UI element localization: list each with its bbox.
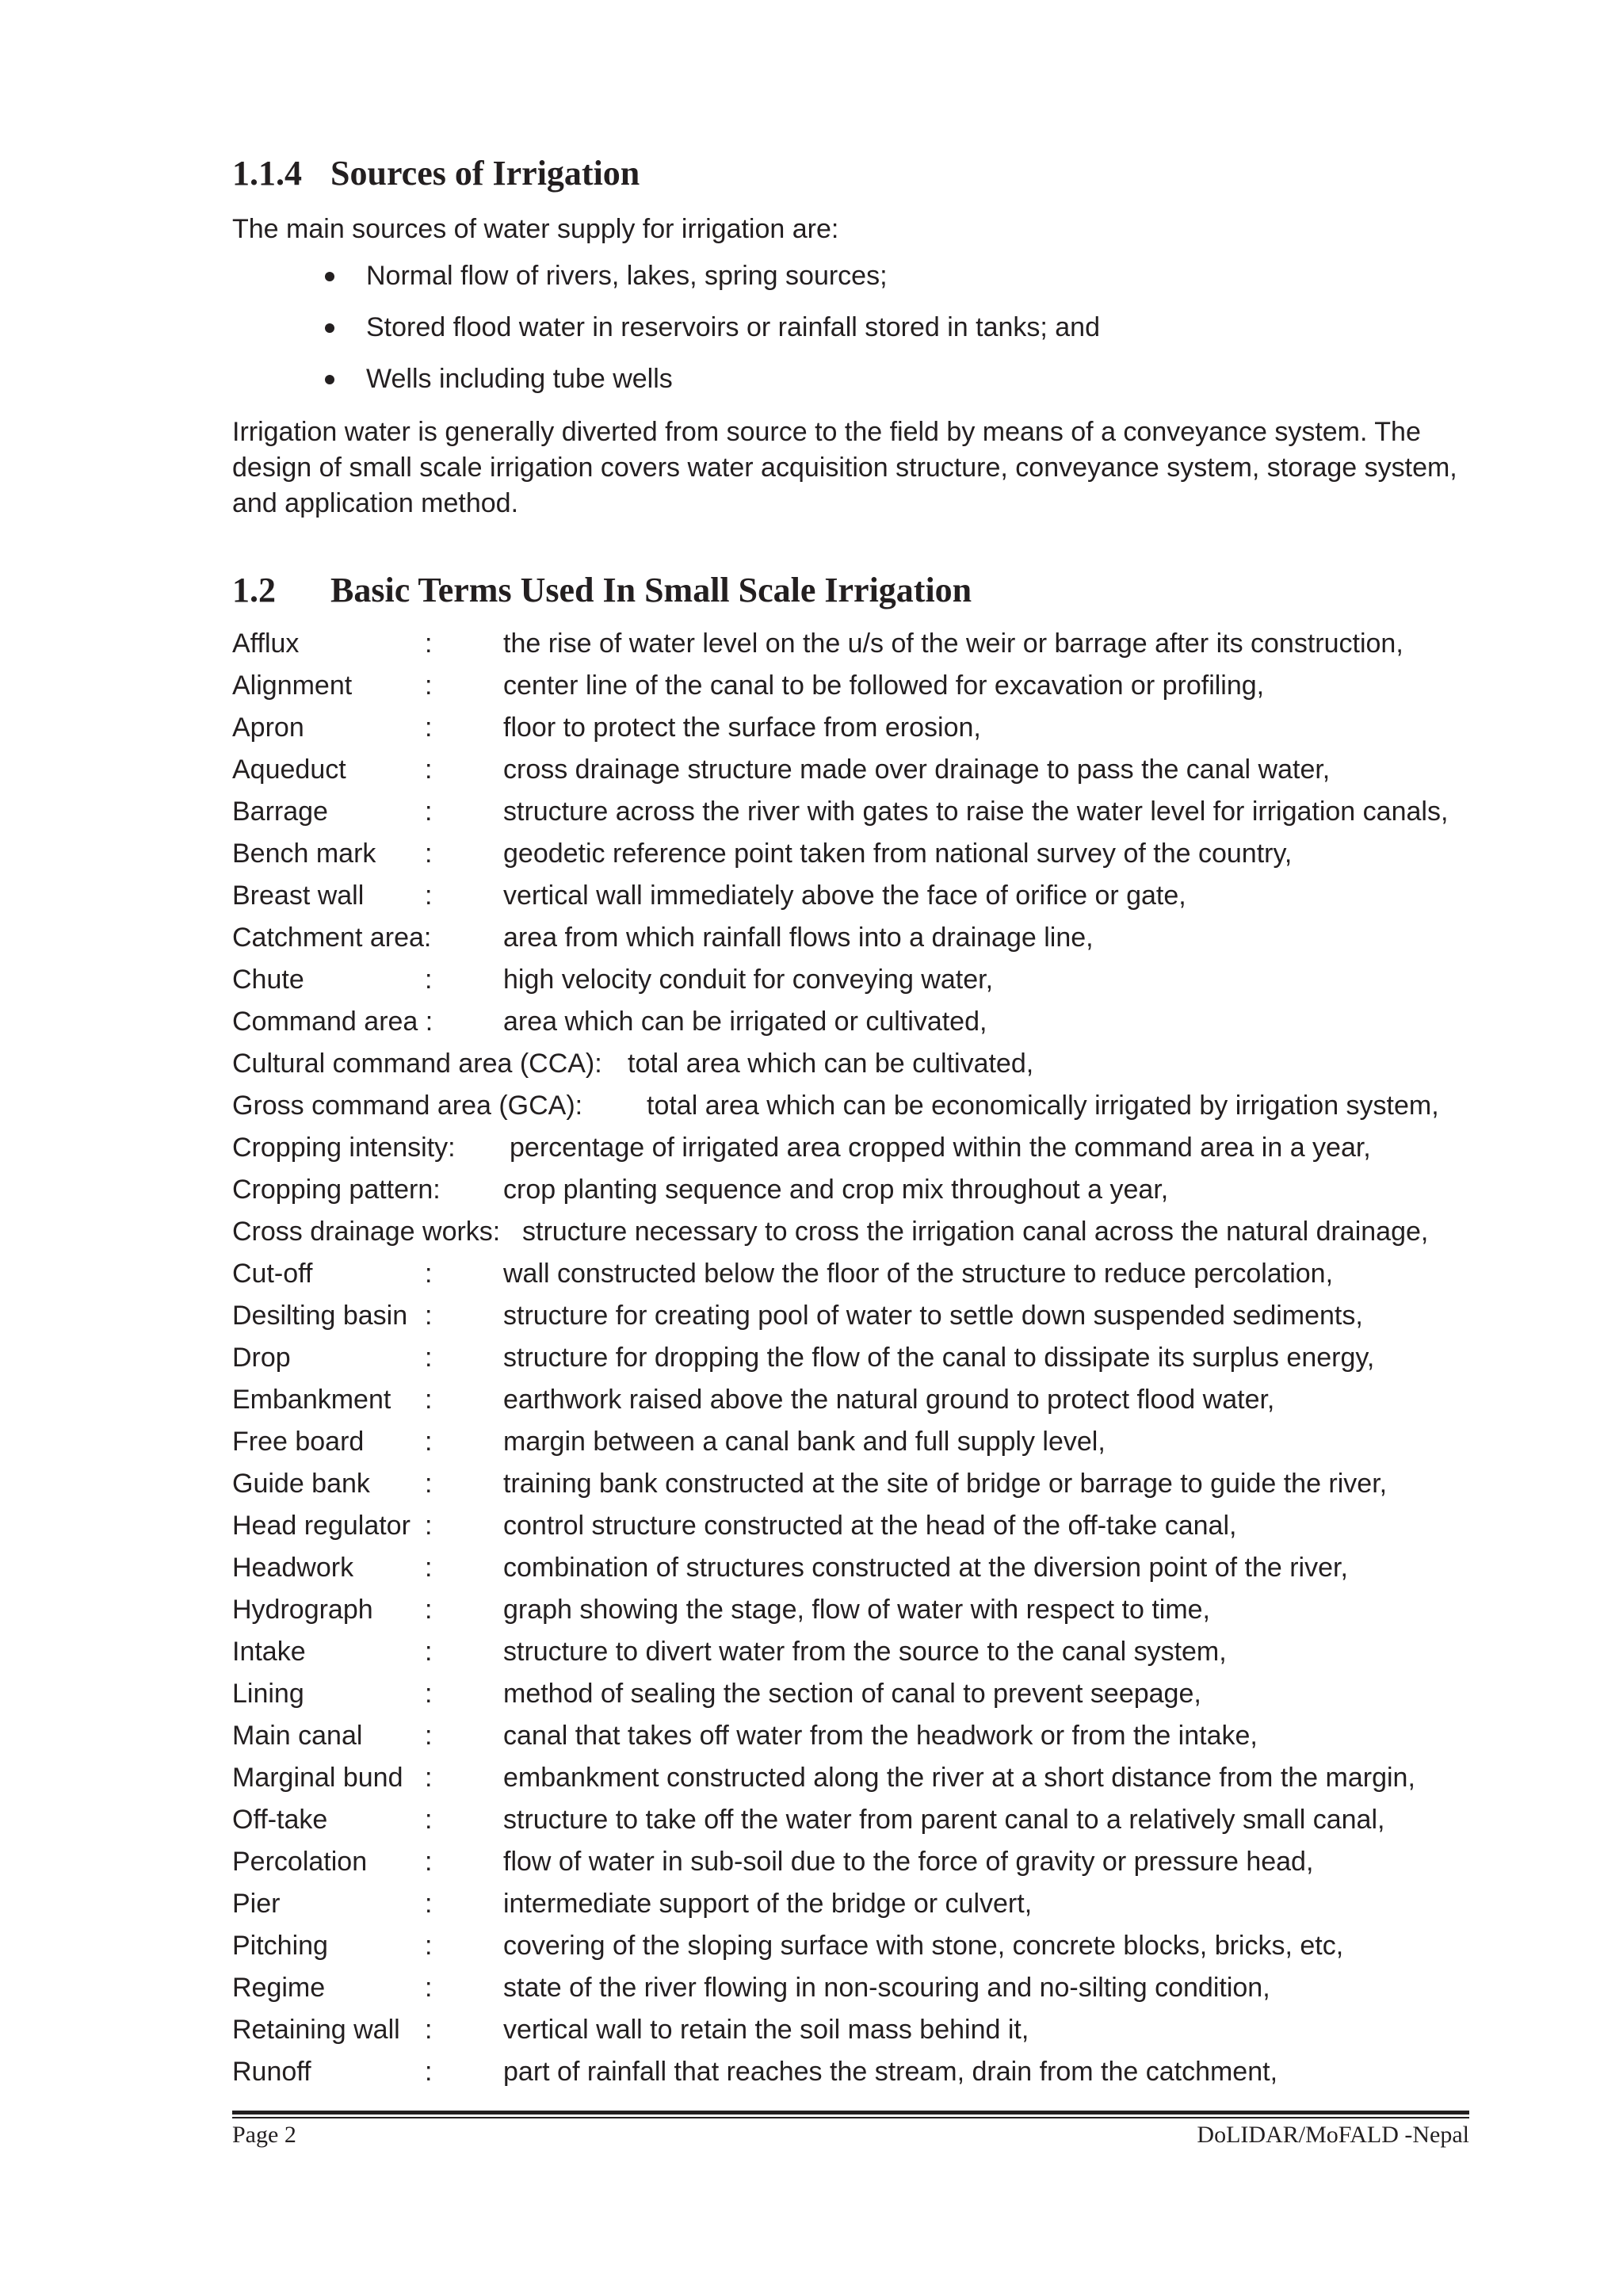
- glossary-row: [232, 1886, 1492, 1928]
- glossary-row: [232, 1382, 1492, 1424]
- glossary-row: [232, 1634, 1492, 1676]
- glossary-row: [232, 1130, 1492, 1172]
- glossary-row: [232, 1718, 1492, 1760]
- glossary-definition: structure to divert water from the source to the canal system,: [503, 1637, 1227, 1667]
- glossary-definition: canal that takes off water from the headwork or from the intake,: [503, 1721, 1258, 1751]
- glossary-definition: covering of the sloping surface with stone, concrete blocks, bricks, etc,: [503, 1931, 1344, 1961]
- glossary-row: [232, 920, 1492, 962]
- glossary-term: Marginal bund: [232, 1763, 403, 1793]
- glossary-term: Afflux: [232, 628, 300, 659]
- glossary-definition: wall constructed below the floor of the structure to reduce percolation,: [503, 1259, 1334, 1289]
- glossary-separator: :: [425, 1973, 433, 2003]
- sources-intro: The main sources of water supply for irrigation are:: [232, 214, 839, 244]
- glossary-row: [232, 1298, 1492, 1340]
- glossary-term: Command area :: [232, 1007, 433, 1037]
- glossary-row: [232, 710, 1492, 752]
- glossary-separator: :: [425, 1679, 433, 1709]
- glossary-definition: method of sealing the section of canal to prevent seepage,: [503, 1679, 1201, 1709]
- glossary-definition: geodetic reference point taken from national survey of the country,: [503, 839, 1293, 869]
- footer-divider-thin: [232, 2117, 1469, 2118]
- glossary-row: [232, 1550, 1492, 1592]
- bullet-icon: [325, 272, 334, 281]
- glossary-term: Embankment: [232, 1385, 391, 1415]
- glossary-term: Free board: [232, 1427, 365, 1457]
- footer-divider: [232, 2111, 1469, 2115]
- glossary-separator: :: [425, 1427, 433, 1457]
- glossary-row: [232, 1592, 1492, 1634]
- glossary-separator: :: [425, 1637, 433, 1667]
- glossary-row: [232, 1466, 1492, 1508]
- glossary-separator: :: [425, 797, 433, 827]
- glossary-definition: vertical wall to retain the soil mass behind it,: [503, 2015, 1029, 2045]
- glossary-separator: :: [425, 1847, 433, 1877]
- glossary-separator: :: [425, 881, 433, 911]
- glossary-term: Alignment: [232, 670, 353, 701]
- glossary-definition: intermediate support of the bridge or culvert,: [503, 1889, 1033, 1919]
- glossary-definition: structure for dropping the flow of the canal to dissipate its surplus energy,: [503, 1343, 1375, 1373]
- glossary-separator: :: [425, 1763, 433, 1793]
- glossary-row: [232, 1676, 1492, 1718]
- glossary-term: Cross drainage works:: [232, 1217, 501, 1247]
- glossary-definition: graph showing the stage, flow of water with respect to time,: [503, 1595, 1211, 1625]
- conveyance-paragraph: Irrigation water is generally diverted from source to the field by means of a conveyance system. The design of small scale irrigation covers water acquisition structure, conveyance system, storage system, and application method.: [232, 417, 1457, 518]
- glossary-row: [232, 1046, 1492, 1088]
- document-page: 1.1.4 Sources of Irrigation The main sources of water supply for irrigation are: Normal flow of rivers, lakes, spring sources; Stored flood water in reservoirs or rainfall stored in tanks; and Wells including tube wells Irrigation water is generally diverted from source to the field by means of a conveyance system. The design of small scale irrigation covers water acquisition structure, conveyance system, storage system, and application method. 1.2 Basic Terms Used In Small Scale Irrigation Afflux : the rise of water level on the u/s of the weir or barrage after its construction, Alignment : center line of the canal to be followed for excavation or profiling, Apron : floor to protect the surface from erosion, Aqueduct : cross drainage structure made over drainage to pass the canal water, Barrage : structure across the river with gates to raise the water level for irrigation canals, Bench mark : geodetic reference point taken from national survey of the country, Breast wall : vertical wall immediately above the face of orifice or gate, Catchment area: area from which rainfall flows into a drainage line, Chute : high velocity conduit for conveying water, Command area : area which can be irrigated or cultivated, Cultural command area (CCA): total area which can be cultivated, Gross command area (GCA): total area which can be economically irrigated by irrigation system, Cropping intensity: percentage of irrigated area cropped within the command area in a year, Cropping pattern: crop planting sequence and crop mix throughout a year, Cross drainage works: structure necessary to cross the irrigation canal across the natural drainage, Cut-off : wall constructed below the floor of the structure to reduce percolation, Desilting basin : structure for creating pool of water to settle down suspended sediments, Drop : structure for dropping the flow of the canal to dissipate its surplus energy, Embankment : earthwork raised above the natural ground to protect flood water, Free board : margin between a canal bank and full supply level, Guide bank : training bank constructed at the site of bridge or barrage to guide the river, Head regulator : control structure constructed at the head of the off-take canal, Headwork : combination of structures constructed at the diversion point of the river, Hydrograph : graph showing the stage, flow of water with respect to time, Intake : structure to divert water from the source to the canal system, Lining : method of sealing the section of canal to prevent seepage, Main canal : canal that takes off water from the headwork or from the intake, Marginal bund : embankment constructed along the river at a short distance from the margin, Off-take : structure to take off the water from parent canal to a relatively small canal, Percolation : flow of water in sub-soil due to the force of gravity or pressure head, Pier : intermediate support of the bridge or culvert, Pitching : covering of the sloping surface with stone, concrete blocks, bricks, etc, Regime : state of the river flowing in non-scouring and no-silting condition, Retaining wall : vertical wall to retain the soil mass behind it, Runoff : part of rainfall that reaches the stream, drain from the catchment, Page 2 DoLIDAR/MoFALD -Nepal: [0, 0, 1623, 2296]
- glossary-definition: part of rainfall that reaches the stream, drain from the catchment,: [503, 2057, 1278, 2087]
- glossary-separator: :: [425, 1259, 433, 1289]
- section-title: Basic Terms Used In Small Scale Irrigation: [330, 571, 972, 609]
- bullet-icon: [325, 323, 334, 333]
- glossary-term: Retaining wall: [232, 2015, 400, 2045]
- glossary-definition: area which can be irrigated or cultivated,: [503, 1007, 987, 1037]
- glossary-definition: margin between a canal bank and full supply level,: [503, 1427, 1106, 1457]
- glossary-separator: :: [425, 2057, 433, 2087]
- glossary-definition: embankment constructed along the river at a short distance from the margin,: [503, 1763, 1415, 1793]
- glossary-separator: :: [425, 712, 433, 743]
- glossary-row: [232, 1508, 1492, 1550]
- glossary-term: Apron: [232, 712, 304, 743]
- glossary-row: [232, 794, 1492, 836]
- glossary-term: Runoff: [232, 2057, 311, 2087]
- glossary-definition: total area which can be cultivated,: [628, 1049, 1034, 1079]
- glossary-separator: :: [425, 1511, 433, 1541]
- section-number: 1.2: [232, 571, 276, 609]
- glossary-row: [232, 836, 1492, 878]
- glossary-definition: crop planting sequence and crop mix throughout a year,: [503, 1175, 1169, 1205]
- glossary-term: Lining: [232, 1679, 304, 1709]
- glossary-row: [232, 1088, 1492, 1130]
- glossary-term: Drop: [232, 1343, 291, 1373]
- glossary-term: Regime: [232, 1973, 326, 2003]
- glossary-term: Pitching: [232, 1931, 328, 1961]
- glossary-row: [232, 1970, 1492, 2012]
- glossary-row: [232, 626, 1492, 668]
- section-title: Sources of Irrigation: [330, 154, 640, 193]
- glossary-term: Chute: [232, 965, 304, 995]
- glossary-definition: percentage of irrigated area cropped within the command area in a year,: [510, 1133, 1371, 1163]
- glossary-separator: :: [425, 670, 433, 701]
- glossary-row: [232, 1928, 1492, 1970]
- glossary-definition: vertical wall immediately above the face of orifice or gate,: [503, 881, 1186, 911]
- glossary-term: Hydrograph: [232, 1595, 373, 1625]
- glossary-term: Main canal: [232, 1721, 363, 1751]
- glossary-term: Cut-off: [232, 1259, 313, 1289]
- glossary-definition: the rise of water level on the u/s of the weir or barrage after its construction,: [503, 628, 1403, 659]
- glossary-term: Cropping pattern:: [232, 1175, 441, 1205]
- glossary-separator: :: [425, 2015, 433, 2045]
- glossary-term: Pier: [232, 1889, 281, 1919]
- glossary-separator: :: [425, 1301, 433, 1331]
- glossary-definition: training bank constructed at the site of bridge or barrage to guide the river,: [503, 1469, 1388, 1499]
- glossary-row: [232, 878, 1492, 920]
- glossary-term: Catchment area:: [232, 923, 432, 953]
- glossary-term: Percolation: [232, 1847, 368, 1877]
- glossary-row: [232, 2054, 1492, 2096]
- glossary-row: [232, 1424, 1492, 1466]
- glossary-separator: :: [425, 965, 433, 995]
- glossary-definition: earthwork raised above the natural ground to protect flood water,: [503, 1385, 1275, 1415]
- glossary-row: [232, 1172, 1492, 1214]
- glossary-term: Head regulator: [232, 1511, 411, 1541]
- glossary-term: Cropping intensity:: [232, 1133, 456, 1163]
- glossary-row: [232, 668, 1492, 710]
- glossary-definition: structure necessary to cross the irrigation canal across the natural drainage,: [522, 1217, 1429, 1247]
- glossary-definition: structure across the river with gates to raise the water level for irrigation canals,: [503, 797, 1449, 827]
- glossary-separator: :: [425, 1595, 433, 1625]
- glossary-term: Guide bank: [232, 1469, 370, 1499]
- glossary-term: Cultural command area (CCA):: [232, 1049, 602, 1079]
- glossary-definition: structure for creating pool of water to settle down suspended sediments,: [503, 1301, 1363, 1331]
- section-number: 1.1.4: [232, 154, 302, 193]
- section-heading-1-1-4: [232, 153, 640, 194]
- bullet-icon: [325, 375, 334, 384]
- glossary-term: Headwork: [232, 1553, 354, 1583]
- glossary-term: Intake: [232, 1637, 306, 1667]
- glossary-definition: high velocity conduit for conveying water,: [503, 965, 994, 995]
- glossary-separator: :: [425, 839, 433, 869]
- glossary-row: [232, 1844, 1492, 1886]
- glossary-definition: control structure constructed at the head of the off-take canal,: [503, 1511, 1237, 1541]
- glossary-row: [232, 1760, 1492, 1802]
- section-heading-1-2: [232, 570, 972, 611]
- glossary-separator: :: [425, 1931, 433, 1961]
- glossary-row: [232, 1004, 1492, 1046]
- glossary-separator: :: [425, 1385, 433, 1415]
- glossary-separator: :: [425, 1343, 433, 1373]
- glossary-definition: floor to protect the surface from erosion,: [503, 712, 981, 743]
- glossary-definition: state of the river flowing in non-scouring and no-silting condition,: [503, 1973, 1270, 2003]
- glossary-term: Bench mark: [232, 839, 376, 869]
- glossary-term: Off-take: [232, 1805, 328, 1835]
- glossary-row: [232, 2012, 1492, 2054]
- glossary-separator: :: [425, 755, 433, 785]
- glossary-definition: cross drainage structure made over drainage to pass the canal water,: [503, 755, 1331, 785]
- glossary-term: Gross command area (GCA):: [232, 1091, 583, 1121]
- page-number: Page 2: [232, 2122, 296, 2148]
- glossary-definition: center line of the canal to be followed for excavation or profiling,: [503, 670, 1265, 701]
- glossary-row: [232, 752, 1492, 794]
- glossary-row: [232, 1802, 1492, 1844]
- glossary-term: Desilting basin: [232, 1301, 408, 1331]
- glossary-term: Breast wall: [232, 881, 365, 911]
- glossary-separator: :: [425, 628, 433, 659]
- glossary-definition: area from which rainfall flows into a drainage line,: [503, 923, 1094, 953]
- glossary-row: [232, 1214, 1492, 1256]
- footer-organization: DoLIDAR/MoFALD -Nepal: [1197, 2122, 1469, 2148]
- glossary-definition: total area which can be economically irrigated by irrigation system,: [647, 1091, 1439, 1121]
- glossary-separator: :: [425, 1469, 433, 1499]
- glossary-separator: :: [425, 1805, 433, 1835]
- glossary-separator: :: [425, 1889, 433, 1919]
- glossary-separator: :: [425, 1553, 433, 1583]
- glossary-row: [232, 1340, 1492, 1382]
- glossary-row: [232, 1256, 1492, 1298]
- glossary-definition: structure to take off the water from parent canal to a relatively small canal,: [503, 1805, 1385, 1835]
- glossary-term: Barrage: [232, 797, 328, 827]
- glossary-list: [232, 626, 1492, 2096]
- glossary-definition: combination of structures constructed at the diversion point of the river,: [503, 1553, 1348, 1583]
- glossary-separator: :: [425, 1721, 433, 1751]
- glossary-term: Aqueduct: [232, 755, 346, 785]
- glossary-definition: flow of water in sub-soil due to the force of gravity or pressure head,: [503, 1847, 1314, 1877]
- glossary-row: [232, 962, 1492, 1004]
